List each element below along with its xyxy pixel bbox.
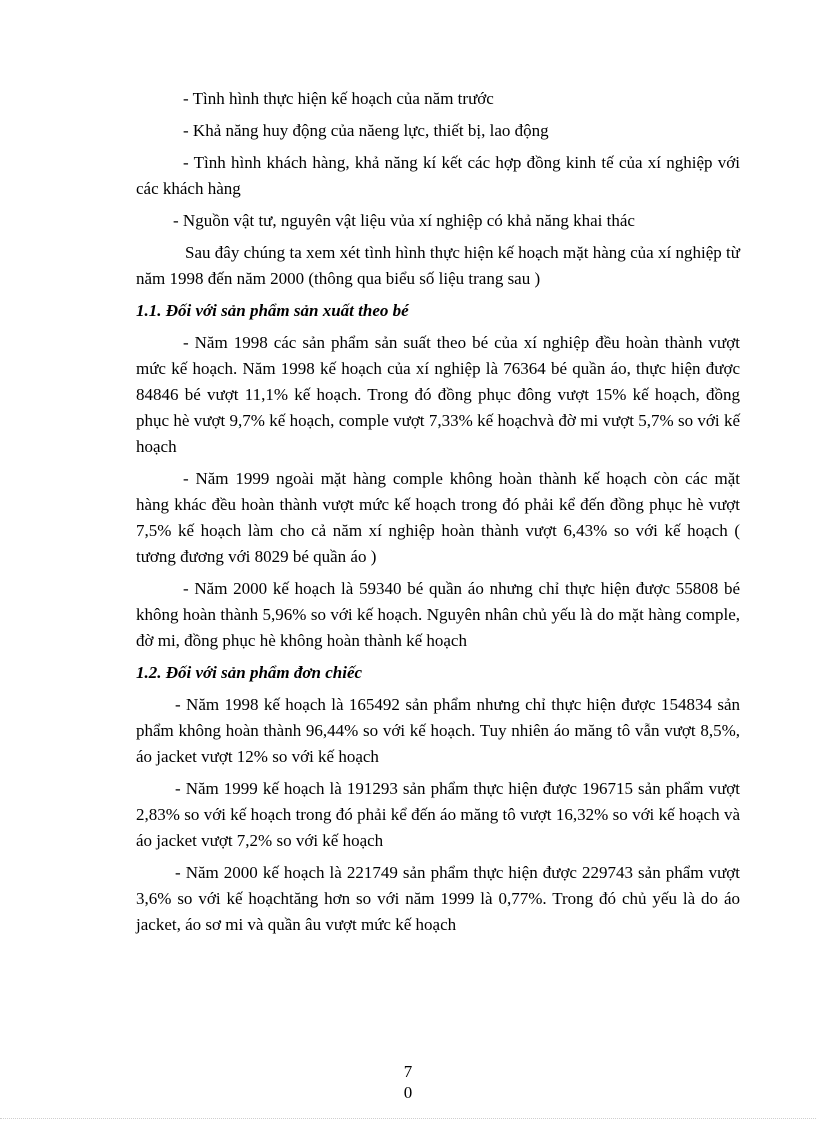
footer-divider [0,1118,816,1119]
section2-paragraph: - Năm 2000 kế hoạch là 221749 sản phẩm thực hiện được 229743 sản phẩm vượt 3,6% so với kế hoạchtăng hơn so với năm 1999 là 0,77%. Trong đó chủ yếu là do áo jacket, áo sơ mi và quần âu vượt mức kế hoạch [136,863,740,934]
page-body [136,86,740,944]
section-heading-1: 1.1. Đối với sản phẩm sản xuất theo bé [136,301,409,320]
page-number-line2: 0 [403,1083,413,1102]
section2-paragraph: - Năm 1999 kế hoạch là 191293 sản phẩm thực hiện được 196715 sản phẩm vượt 2,83% so với kế hoạch trong đó phải kể đến áo măng tô vượt 16,32% so với kế hoạch và áo jacket vượt 7,2% so với kế hoạch [136,779,740,850]
section1-paragraph: - Năm 1999 ngoài mặt hàng comple không hoàn thành kế hoạch còn các mặt hàng khác đều hoàn thành vượt mức kế hoạch trong đó phải kể đến đồng phục hè vượt 7,5% kế hoạch làm cho cả năm xí nghiệp hoàn thành vượt 6,43% so với kế hoạch ( tương đương với 8029 bé quần áo ) [136,469,740,566]
section1-paragraph: - Năm 2000 kế hoạch là 59340 bé quần áo nhưng chỉ thực hiện được 55808 bé không hoàn thành 5,96% so với kế hoạch. Nguyên nhân chủ yếu là do mặt hàng comple, đờ mi, đồng phục hè không hoàn thành kế hoạch [136,579,740,650]
page-number-line1: 7 [403,1062,413,1081]
section2-paragraph: - Năm 1998 kế hoạch là 165492 sản phẩm nhưng chỉ thực hiện được 154834 sản phẩm không hoàn thành 96,44% so với kế hoạch. Tuy nhiên áo măng tô vẫn vượt 8,5%, áo jacket vượt 12% so với kế hoạch [136,695,740,766]
bullet-capacity: - Khả năng huy động của năeng lực, thiết bị, lao động [183,121,549,140]
intro-paragraph: Sau đây chúng ta xem xét tình hình thực hiện kế hoạch mặt hàng của xí nghiệp từ năm 1998 đến năm 2000 (thông qua biểu số liệu trang sau ) [136,243,740,288]
bullet-previous-year: - Tình hình thực hiện kế hoạch của năm trước [183,89,494,108]
section1-paragraph: - Năm 1998 các sản phẩm sản suất theo bé của xí nghiệp đều hoàn thành vượt mức kế hoạch. Năm 1998 kế hoạch của xí nghiệp là 76364 bé quần áo, thực hiện được 84846 bé vượt 11,1% kế hoạch. Trong đó đồng phục đông vượt 15% kế hoạch, đồng phục hè vượt 9,7% kế hoạch, comple vượt 7,33% kế hoạchvà đờ mi vượt 5,7% so với kế hoạch [136,333,740,456]
bullet-customers: - Tình hình khách hàng, khả năng kí kết các hợp đồng kinh tế của xí nghiệp với các khách hàng [136,153,740,198]
bullet-materials: - Nguồn vật tư, nguyên vật liệu vủa xí nghiệp có khả năng khai thác [173,211,635,230]
section-heading-2: 1.2. Đối với sản phẩm đơn chiếc [136,663,363,682]
